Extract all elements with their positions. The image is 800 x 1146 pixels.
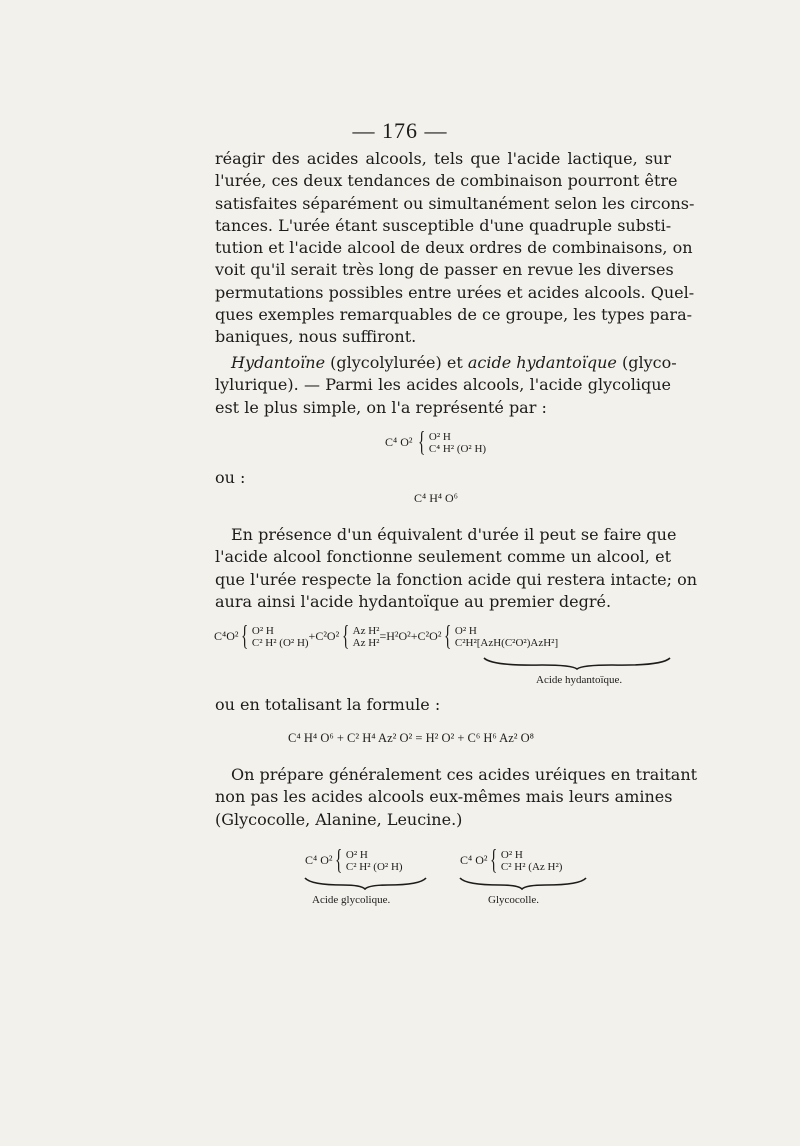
paragraph-3 xyxy=(215,524,698,613)
paragraph-4: ou en totalisant la formule : xyxy=(215,695,441,714)
text-line: baniques, nous suffiront. xyxy=(215,327,417,347)
text-line: tances. L'urée étant susceptible d'une quadruple substi- xyxy=(215,215,672,235)
text-line: permutations possibles entre urées et acides alcools. Quel- xyxy=(215,282,695,302)
text-line: l'urée, ces deux tendances de combinaison pourront être xyxy=(215,171,678,191)
text-line: On prépare généralement ces acides uréiques en traitant xyxy=(231,765,698,784)
brace: { xyxy=(418,427,426,458)
formula-glycolic-acid: C⁴ O² { O² H C² H² (O² H) xyxy=(305,845,403,876)
text-line: En présence d'un équivalent d'urée il peut se faire que xyxy=(231,525,677,544)
formula-hydantoic-reaction: C⁴O² { O² H C² H² (O² H)+C²O² { Az H² Az H²=H²O²+C²O² { O² H C²H²[AzH(C²O²)AzH²] xyxy=(214,621,559,652)
text-line: lylurique). — Parmi les acides alcools, l'acide glycolique xyxy=(215,375,671,395)
label-hydantoic-acid: Acide hydantoïque. xyxy=(536,674,623,686)
paragraph-1 xyxy=(215,148,695,349)
formula-glycocolle: C⁴ O² { O² H C² H² (Az H²) xyxy=(460,845,563,876)
label-glycocolle: Glycocolle. xyxy=(488,894,540,906)
formula-glycolic-raw: C⁴ H⁴ O⁶ xyxy=(414,491,458,505)
text-line: que l'urée respecte la fonction acide qui restera intacte; on xyxy=(215,569,698,589)
text-line: ques exemples remarquables de ce groupe, les types para- xyxy=(215,305,693,325)
page-number: — 176 — xyxy=(352,118,448,143)
formula-total: C⁴ H⁴ O⁶ + C² H⁴ Az² O² = H² O² + C⁶ H⁶ Az² O⁸ xyxy=(288,731,535,745)
text-line: satisfaites séparément ou simultanément selon les circons- xyxy=(215,193,695,213)
text-line: tution et l'acide alcool de deux ordres de combinaisons, on xyxy=(215,238,693,258)
ou-line: ou : xyxy=(215,468,246,487)
underbrace xyxy=(303,876,428,890)
underbrace xyxy=(458,876,588,890)
underbrace xyxy=(482,656,672,670)
italic-term: acide hydantoïque xyxy=(467,353,617,372)
text-line: non pas les acides alcools eux-mêmes mais leurs amines xyxy=(215,787,673,807)
text-line: (Glycocolle, Alanine, Leucine.) xyxy=(215,809,463,829)
paragraph-5 xyxy=(215,764,698,831)
paragraph-2 xyxy=(215,352,677,419)
label-glycolic-acid: Acide glycolique. xyxy=(312,894,391,906)
formula-glycolic-structure: C⁴ O² { O² H C⁴ H² (O² H) xyxy=(385,427,487,458)
text-line: est le plus simple, on l'a représenté par : xyxy=(215,397,547,417)
italic-term: Hydantoïne xyxy=(231,353,326,372)
text-line: aura ainsi l'acide hydantoïque au premier degré. xyxy=(215,591,612,611)
text-line: réagir des acides alcools, tels que l'acide lactique, sur xyxy=(215,149,671,168)
text-line: l'acide alcool fonctionne seulement comme un alcool, et xyxy=(215,547,671,567)
text-line: voit qu'il serait très long de passer en revue les diverses xyxy=(215,260,674,280)
text-line: Hydantoïne (glycolylurée) et acide hydantoïque (glyco- xyxy=(231,353,677,372)
